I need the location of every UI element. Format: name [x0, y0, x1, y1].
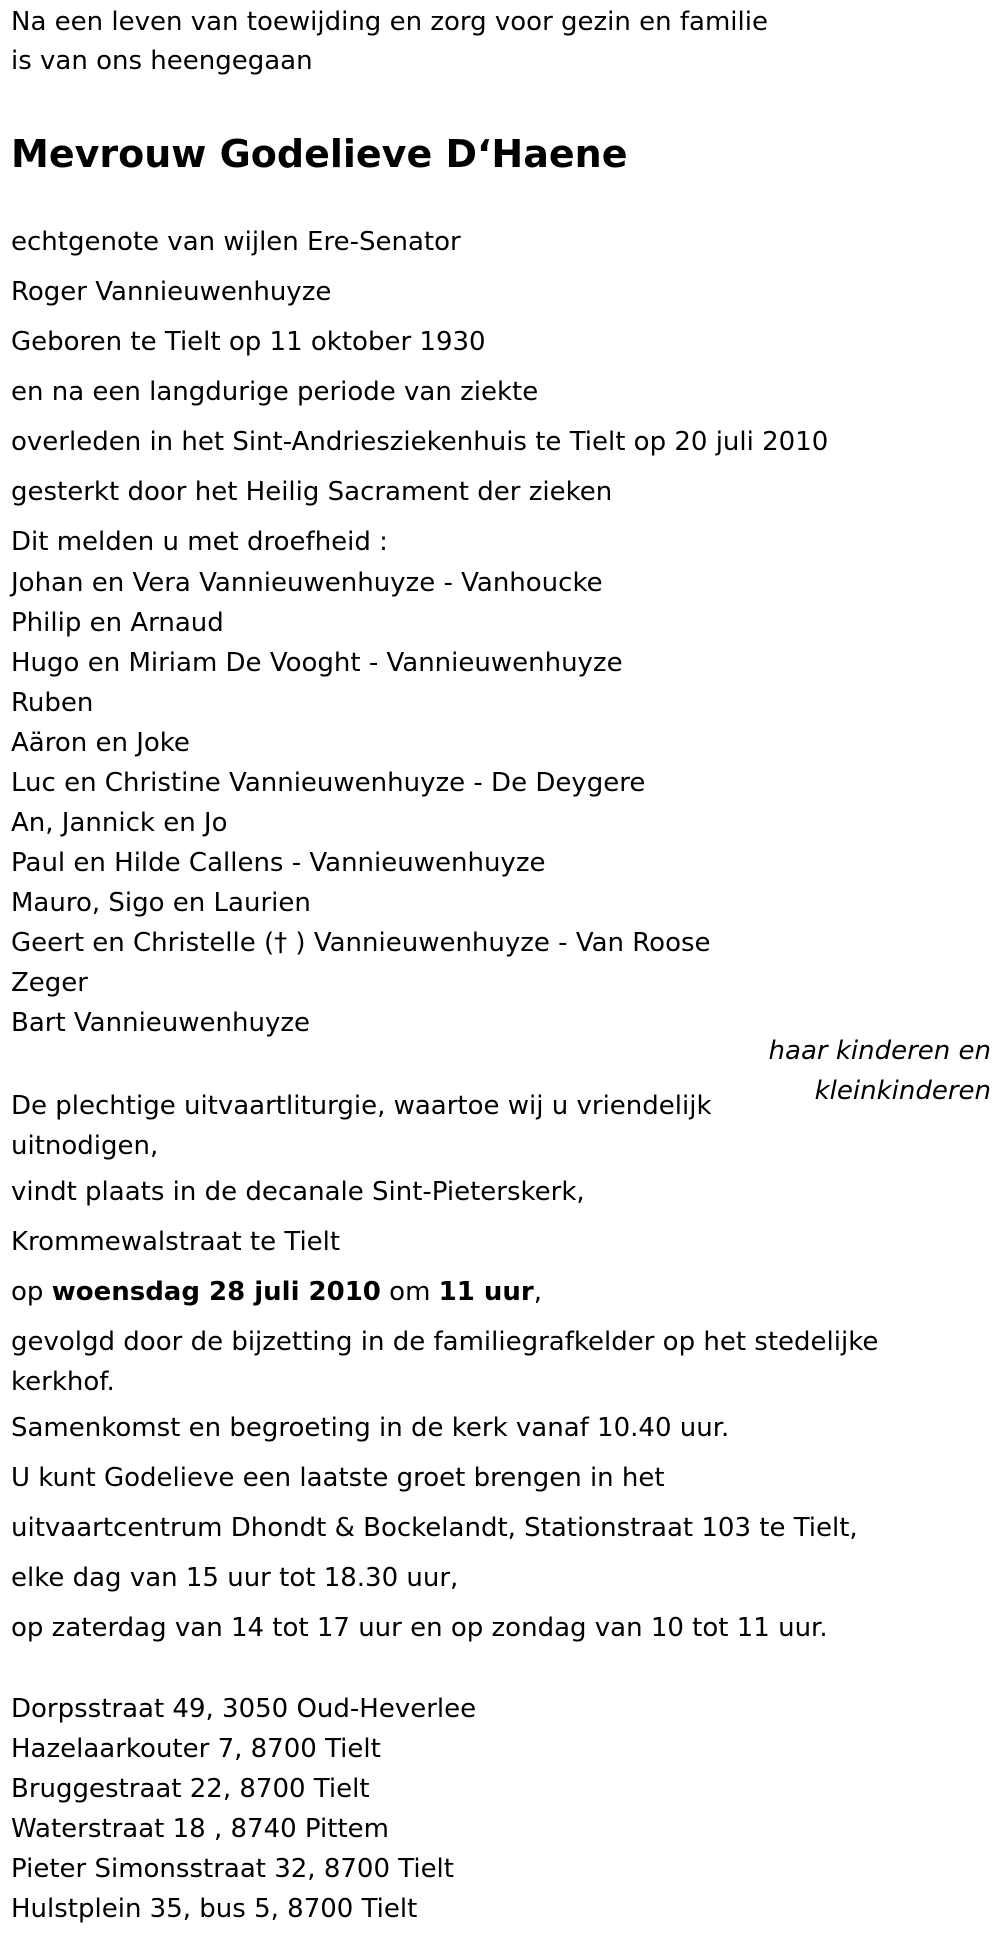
funeral-place-2: Krommewalstraat te Tielt — [11, 1227, 341, 1257]
funeral-time: 11 uur — [438, 1277, 534, 1307]
funeral-gathering: Samenkomst en begroeting in de kerk vanaf 10.40 uur. — [11, 1413, 730, 1443]
family-line: Hugo en Miriam De Vooght - Vannieuwenhuyze — [11, 648, 623, 678]
detail-line: gesterkt door het Heilig Sacrament der zieken — [11, 477, 613, 507]
intro-line-1: Na een leven van toewijding en zorg voor gezin en familie — [11, 7, 768, 37]
funeral-invite: De plechtige uitvaartliturgie, waartoe wij u vriendelijk uitnodigen, — [11, 1091, 712, 1161]
funeral-date: woensdag 28 juli 2010 — [51, 1277, 381, 1307]
funeral-burial: gevolgd door de bijzetting in de familiegrafkelder op het stedelijke kerkhof. — [11, 1327, 879, 1397]
address-line: Hulstplein 35, bus 5, 8700 Tielt — [11, 1894, 418, 1924]
visit-line-3: elke dag van 15 uur tot 18.30 uur, — [11, 1563, 459, 1593]
detail-line: Roger Vannieuwenhuyze — [11, 277, 332, 307]
visit-line-2: uitvaartcentrum Dhondt & Bockelandt, Stationstraat 103 te Tielt, — [11, 1513, 858, 1543]
signature-line-1: haar kinderen en — [768, 1036, 991, 1066]
detail-line: Dit melden u met droefheid : — [11, 527, 388, 557]
family-line: An, Jannick en Jo — [11, 808, 228, 838]
address-line: Hazelaarkouter 7, 8700 Tielt — [11, 1734, 381, 1764]
family-line: Bart Vannieuwenhuyze — [11, 1008, 310, 1038]
detail-line: Geboren te Tielt op 11 oktober 1930 — [11, 327, 486, 357]
family-line: Geert en Christelle († ) Vannieuwenhuyze - Van Roose — [11, 928, 711, 958]
when-mid: om — [380, 1277, 439, 1307]
family-line: Ruben — [11, 688, 94, 718]
when-prefix: op — [11, 1277, 52, 1307]
address-line: Pieter Simonsstraat 32, 8700 Tielt — [11, 1854, 454, 1884]
intro-line-2: is van ons heengegaan — [11, 46, 313, 76]
visit-line-1: U kunt Godelieve een laatste groet brengen in het — [11, 1463, 665, 1493]
family-line: Mauro, Sigo en Laurien — [11, 888, 311, 918]
funeral-when — [11, 1277, 542, 1308]
family-line: Philip en Arnaud — [11, 608, 224, 638]
funeral-place-1: vindt plaats in de decanale Sint-Pieterskerk, — [11, 1177, 585, 1207]
visit-line-4: op zaterdag van 14 tot 17 uur en op zondag van 10 tot 11 uur. — [11, 1613, 828, 1643]
address-line: Bruggestraat 22, 8700 Tielt — [11, 1774, 370, 1804]
deceased-name: Mevrouw Godelieve D‘Haene — [11, 132, 628, 176]
family-line: Aäron en Joke — [11, 728, 190, 758]
detail-line: overleden in het Sint-Andriesziekenhuis te Tielt op 20 juli 2010 — [11, 427, 829, 457]
address-line: Dorpsstraat 49, 3050 Oud-Heverlee — [11, 1694, 477, 1724]
detail-line: en na een langdurige periode van ziekte — [11, 377, 539, 407]
when-suffix: , — [533, 1277, 543, 1307]
family-line: Johan en Vera Vannieuwenhuyze - Vanhoucke — [11, 568, 603, 598]
detail-line: echtgenote van wijlen Ere-Senator — [11, 227, 461, 257]
family-line: Zeger — [11, 968, 88, 998]
signature-line-2: kleinkinderen — [814, 1076, 991, 1106]
family-line: Paul en Hilde Callens - Vannieuwenhuyze — [11, 848, 546, 878]
address-line: Waterstraat 18 , 8740 Pittem — [11, 1814, 389, 1844]
family-line: Luc en Christine Vannieuwenhuyze - De Deygere — [11, 768, 646, 798]
